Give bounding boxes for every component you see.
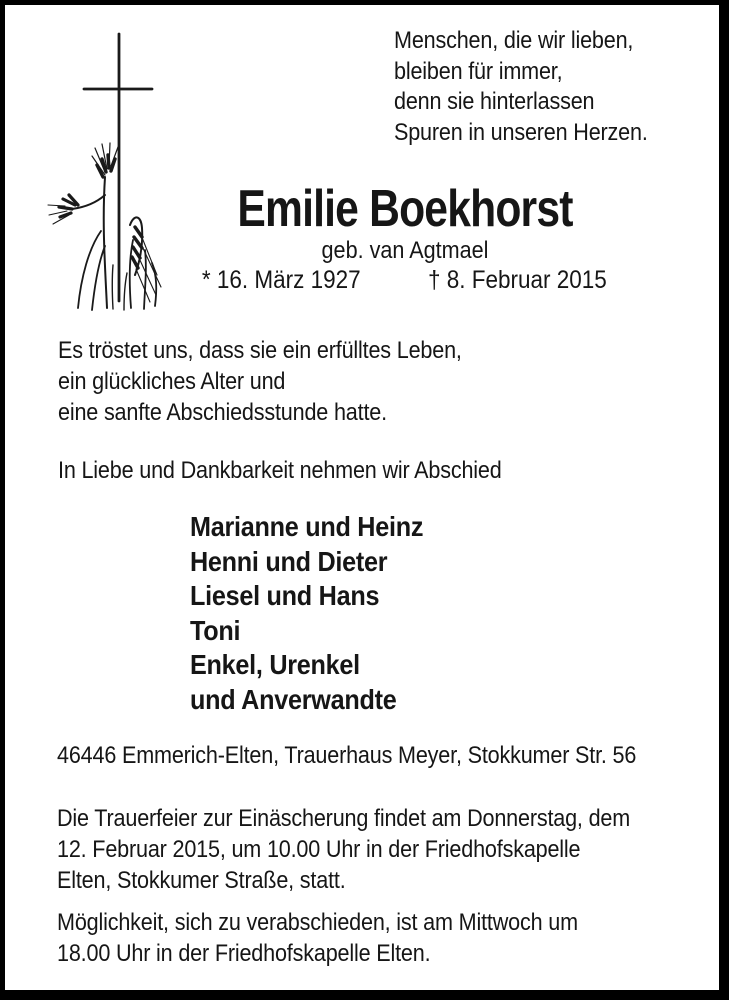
- poem-line: Menschen, die wir lieben,: [394, 27, 634, 54]
- viewing-line: Möglichkeit, sich zu verabschieden, ist am Mittwoch um: [57, 909, 578, 936]
- mourner-name: Henni und Dieter: [190, 545, 388, 577]
- poem-line: bleiben für immer,: [394, 57, 563, 85]
- viewing-line: 18.00 Uhr in der Friedhofskapelle Elten.: [57, 940, 431, 967]
- address-line: 46446 Emmerich-Elten, Trauerhaus Meyer, Stokkumer Str. 56: [57, 742, 637, 769]
- maiden-name: geb. van Agtmael: [321, 237, 489, 264]
- memorial-poem: [394, 26, 648, 148]
- poem-line: denn sie hinterlassen: [394, 88, 595, 115]
- condolence-line: Es tröstet uns, dass sie ein erfülltes Leben,: [58, 337, 462, 364]
- deceased-name: Emilie Boekhorst: [237, 180, 573, 238]
- poem-line: Spuren in unseren Herzen.: [394, 118, 648, 146]
- funeral-line: Die Trauerfeier zur Einäscherung findet am Donnerstag, dem: [57, 805, 631, 832]
- mourner-name: Enkel, Urenkel: [190, 649, 360, 680]
- mourners-list: [190, 510, 423, 717]
- funeral-line: Elten, Stokkumer Straße, statt.: [57, 867, 346, 894]
- condolence-text: [58, 335, 462, 428]
- mourner-name: und Anverwandte: [190, 683, 397, 715]
- funeral-info: [57, 803, 630, 896]
- farewell-line: In Liebe und Dankbarkeit nehmen wir Abschied: [58, 457, 502, 484]
- death-date: † 8. Februar 2015: [427, 266, 607, 294]
- mourner-name: Liesel und Hans: [190, 580, 380, 611]
- life-dates: [100, 266, 710, 295]
- condolence-line: eine sanfte Abschiedsstunde hatte.: [58, 399, 387, 426]
- mourner-name: Marianne und Heinz: [190, 511, 424, 542]
- condolence-line: ein glückliches Alter und: [58, 368, 286, 395]
- funeral-line: 12. Februar 2015, um 10.00 Uhr in der Friedhofskapelle: [57, 836, 581, 863]
- viewing-info: [57, 907, 578, 969]
- birth-date: * 16. März 1927: [202, 266, 362, 294]
- mourner-name: Toni: [190, 614, 241, 646]
